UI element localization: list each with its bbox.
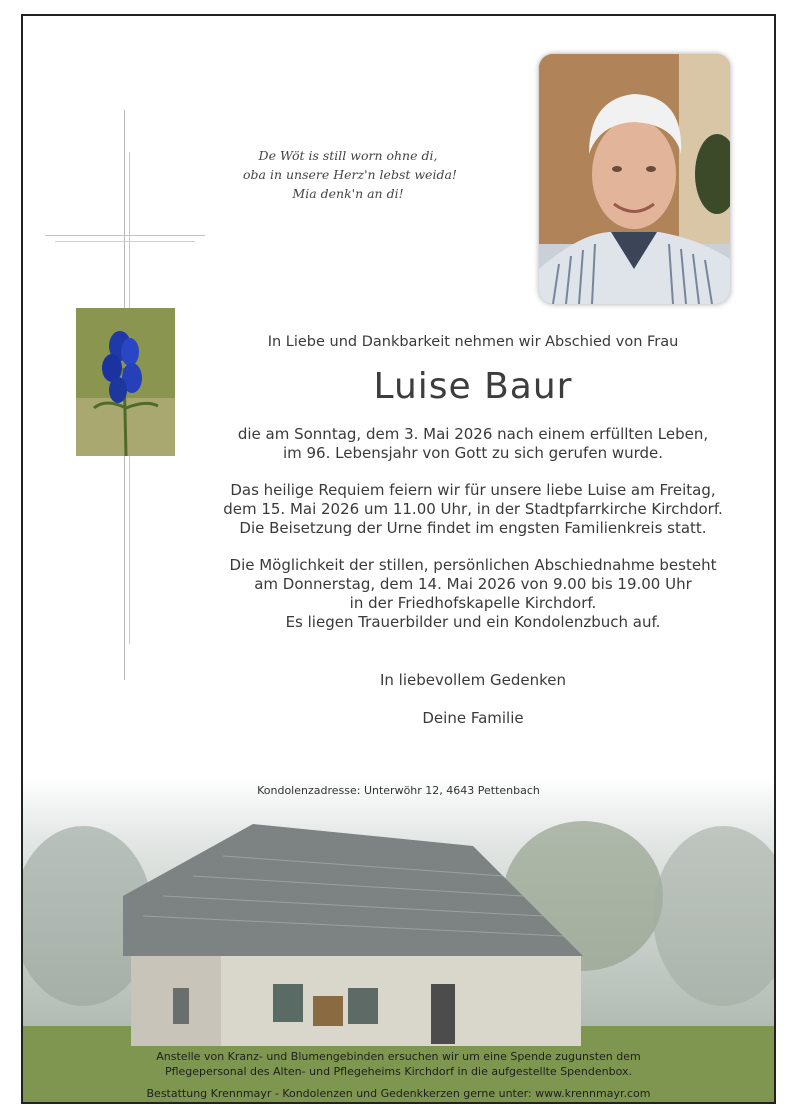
text-line: Das heilige Requiem feiern wir für unsere liebe Luise am Freitag, (230, 481, 716, 499)
text-line: dem 15. Mai 2026 um 11.00 Uhr, in der Stadtpfarrkirche Kirchdorf. (223, 500, 723, 518)
poem-line: De Wöt is still worn ohne di, (258, 148, 438, 163)
closing-text: In liebevollem Gedenken (379, 671, 566, 689)
deceased-name: Luise Baur (373, 366, 573, 407)
footer-funeral-home: Bestattung Krennmayr - Kondolenzen und Gedenkkerzen gerne unter: www.krennmayr.com (146, 1087, 651, 1100)
text-line: Die Beisetzung der Urne findet im engsten Familienkreis statt. (239, 519, 707, 537)
footer-donation-line: Anstelle von Kranz- und Blumengebinden ersuchen wir um eine Spende zugunsten dem (156, 1050, 641, 1063)
text-line: im 96. Lebensjahr von Gott zu sich gerufen wurde. (282, 444, 664, 462)
poem-line: Mia denk'n an di! (292, 186, 404, 201)
portrait-photo (539, 54, 730, 304)
text-line: die am Sonntag, dem 3. Mai 2026 nach einem erfüllten Leben, (237, 425, 709, 443)
text-line: Die Möglichkeit der stillen, persönlichen Abschiednahme besteht (229, 556, 717, 574)
text-line: Es liegen Trauerbilder und ein Kondolenzbuch auf. (285, 613, 661, 631)
passing-paragraph (173, 425, 773, 463)
condolence-address: Kondolenzadresse: Unterwöhr 12, 4643 Pettenbach (257, 784, 540, 797)
poem (243, 146, 457, 203)
text-line: in der Friedhofskapelle Kirchdorf. (349, 594, 597, 612)
intro-text: In Liebe und Dankbarkeit nehmen wir Abschied von Frau (267, 334, 679, 350)
obituary-card (21, 14, 776, 1104)
text-line: am Donnerstag, dem 14. Mai 2026 von 9.00 bis 19.00 Uhr (254, 575, 692, 593)
farewell-paragraph (173, 556, 773, 632)
signature: Deine Familie (422, 709, 524, 727)
cross-icon-bar (45, 235, 205, 236)
footer-donation-line: Pflegepersonal des Alten- und Pflegeheims Kirchdorf in die aufgestellte Spendenbox. (164, 1065, 633, 1078)
cross-icon-bar-2 (55, 241, 195, 242)
gentian-flower-photo (76, 308, 175, 456)
requiem-paragraph (173, 481, 773, 538)
poem-line: oba in unsere Herz'n lebst weida! (243, 167, 457, 182)
